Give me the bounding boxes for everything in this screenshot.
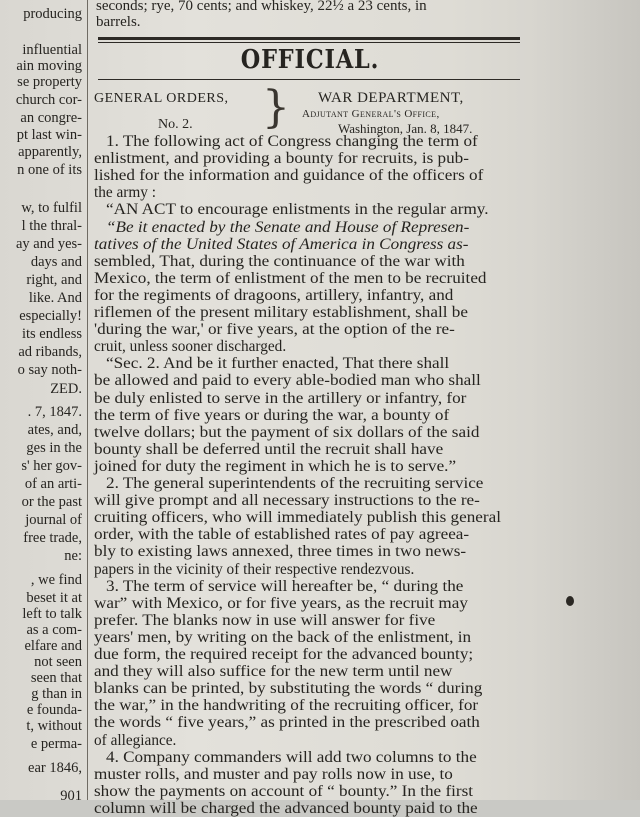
body-line: prefer. The blanks now in use will answer for five bbox=[94, 611, 436, 629]
body-line: enlistment, and providing a bounty for recruits, is pub- bbox=[94, 150, 469, 168]
body-line: joined for duty the regiment in which he is to serve.” bbox=[94, 457, 457, 475]
body-line: war” with Mexico, or for five years, as the recruit may bbox=[94, 594, 468, 612]
left-column-line: e founda- bbox=[26, 702, 82, 718]
body-line: cruit, unless sooner discharged. bbox=[94, 338, 287, 356]
page-margin bbox=[530, 0, 640, 800]
body-line: will give prompt and all necessary instructions to the re- bbox=[94, 492, 480, 510]
body-line: column will be charged the advanced bounty paid to the bbox=[94, 799, 478, 817]
body-line: “Sec. 2. And be it further enacted, That there shall bbox=[106, 355, 450, 373]
body-line: the words “ five years,” as printed in the prescribed oath bbox=[94, 714, 480, 732]
left-column-line: church cor- bbox=[15, 92, 82, 108]
left-column-line: left to talk bbox=[22, 606, 82, 622]
body-line: years' men, by writing on the back of the enlistment, in bbox=[94, 628, 472, 646]
left-column-line: right, and bbox=[26, 272, 82, 288]
body-line: order, with the table of established rates of pay agreea- bbox=[94, 526, 470, 544]
body-line: lished for the information and guidance of the officers of bbox=[94, 167, 484, 185]
body-line: 1. The following act of Congress changing the term of bbox=[106, 133, 478, 150]
left-column-line: . 7, 1847. bbox=[27, 404, 82, 420]
body-line: blanks can be printed, by substituting the words “ during bbox=[94, 680, 483, 698]
left-column-line: w, to fulfil bbox=[21, 200, 82, 216]
general-orders-label: GENERAL ORDERS, bbox=[94, 91, 229, 106]
body-line: Mexico, the term of enlistment of the men to be recruited bbox=[94, 269, 487, 287]
official-column bbox=[92, 0, 528, 817]
left-column-line: e perma- bbox=[30, 736, 82, 752]
body-line: twelve dollars; but the payment of six dollars of the said bbox=[94, 423, 480, 441]
left-column-line: t, without bbox=[26, 718, 82, 734]
left-column-line: l the thral- bbox=[21, 218, 82, 234]
adjutant-office-label: Adjutant General's Office, bbox=[302, 108, 440, 120]
left-column-line: 901 bbox=[60, 788, 82, 804]
body-line: tatives of the United States of America in Congress as- bbox=[94, 235, 469, 253]
left-column-line: not seen bbox=[34, 654, 82, 670]
body-line: 3. The term of service will hereafter be, “ during the bbox=[106, 577, 464, 595]
left-column-line: of an arti- bbox=[24, 476, 82, 492]
heading-rule-thick bbox=[98, 37, 520, 40]
left-column-line: influential bbox=[22, 42, 82, 58]
left-column-cutoff bbox=[0, 0, 84, 804]
left-column-line: o say noth- bbox=[17, 362, 82, 378]
body-line: bounty shall be deferred until the recruit shall have bbox=[94, 440, 444, 458]
left-column-line: g than in bbox=[31, 686, 82, 702]
left-column-line: elfare and bbox=[24, 638, 82, 654]
left-column-line: an congre- bbox=[20, 110, 82, 126]
order-number: No. 2. bbox=[158, 117, 193, 132]
body-line: muster rolls, and muster and pay rolls now in use, to bbox=[94, 765, 453, 783]
heading-rule-under bbox=[98, 79, 520, 80]
body-line: 4. Company commanders will add two columns to the bbox=[106, 748, 477, 766]
left-column-line: seen that bbox=[30, 670, 82, 686]
body-line: the term of five years or during the war, a bounty of bbox=[94, 406, 450, 424]
left-column-line: especially! bbox=[19, 308, 82, 324]
left-column-line: days and bbox=[30, 254, 82, 270]
body-line: riflemen of the present military establishment, shall be bbox=[94, 304, 468, 321]
left-column-line: , we find bbox=[30, 572, 82, 588]
brace-glyph: } bbox=[262, 82, 290, 133]
left-column-line: s' her gov- bbox=[21, 458, 82, 474]
body-line: due form, the required receipt for the advanced bounty; bbox=[94, 646, 474, 663]
left-column-line: ear 1846, bbox=[28, 760, 82, 776]
left-column-line: ad ribands, bbox=[18, 344, 82, 360]
body-line: “Be it enacted by the Senate and House of Represen- bbox=[106, 218, 470, 236]
left-column-line: ain moving bbox=[16, 58, 82, 74]
body-line: bly to existing laws annexed, three times in two news- bbox=[94, 543, 467, 561]
body-line: 'during the war,' or five years, at the option of the re- bbox=[94, 321, 455, 339]
left-column-line: ates, and, bbox=[27, 422, 82, 438]
body-line: “AN ACT to encourage enlistments in the regular army. bbox=[106, 201, 489, 219]
body-line: the army : bbox=[94, 184, 157, 202]
column-divider bbox=[87, 0, 88, 800]
body-line: sembled, That, during the continuance of the war with bbox=[94, 252, 465, 270]
left-column-line: as a com- bbox=[26, 622, 82, 638]
left-column-line: or the past bbox=[21, 494, 82, 510]
left-column-line: its endless bbox=[21, 326, 82, 342]
left-column-line: apparently, bbox=[18, 144, 82, 160]
left-column-line: like. And bbox=[28, 290, 82, 306]
body-line: be allowed and paid to every able-bodied man who shall bbox=[94, 372, 481, 390]
top-text-line: seconds; rye, 70 cents; and whiskey, 22½ a 23 cents, in bbox=[96, 0, 427, 14]
left-column-line: producing bbox=[23, 6, 82, 22]
left-column-line: free trade, bbox=[23, 530, 82, 546]
body-line: papers in the vicinity of their respective rendezvous. bbox=[94, 560, 415, 578]
dateline: Washington, Jan. 8, 1847. bbox=[338, 121, 473, 136]
left-column-line: ZED. bbox=[50, 381, 82, 397]
left-column-line: ges in the bbox=[26, 440, 82, 456]
left-column-line: beset it at bbox=[26, 590, 82, 606]
body-line: cruiting officers, who will immediately publish this general bbox=[94, 509, 501, 527]
war-department-label: WAR DEPARTMENT, bbox=[318, 90, 464, 106]
body-line: the war,” in the handwriting of the recruiting officer, for bbox=[94, 697, 479, 715]
section-heading: OFFICIAL. bbox=[240, 45, 380, 75]
body-line: show the payments on account of “ bounty.” In the first bbox=[94, 782, 474, 800]
left-column-line: se property bbox=[17, 74, 82, 90]
body-line: for the regiments of dragoons, artillery, infantry, and bbox=[94, 286, 454, 304]
body-line: of allegiance. bbox=[94, 731, 177, 749]
left-column-line: ne: bbox=[64, 548, 82, 564]
body-line: and they will also suffice for the new term until new bbox=[94, 663, 453, 681]
left-column-line: ay and yes- bbox=[15, 236, 82, 252]
body-line: be duly enlisted to serve in the artillery or infantry, for bbox=[94, 389, 467, 407]
top-text-line: barrels. bbox=[96, 14, 141, 30]
left-column-line: pt last win- bbox=[16, 127, 82, 143]
left-column-line: journal of bbox=[25, 512, 82, 528]
body-line: 2. The general superintendents of the recruiting service bbox=[106, 475, 484, 492]
ink-spot bbox=[566, 596, 574, 606]
left-column-line: n one of its bbox=[17, 162, 82, 178]
